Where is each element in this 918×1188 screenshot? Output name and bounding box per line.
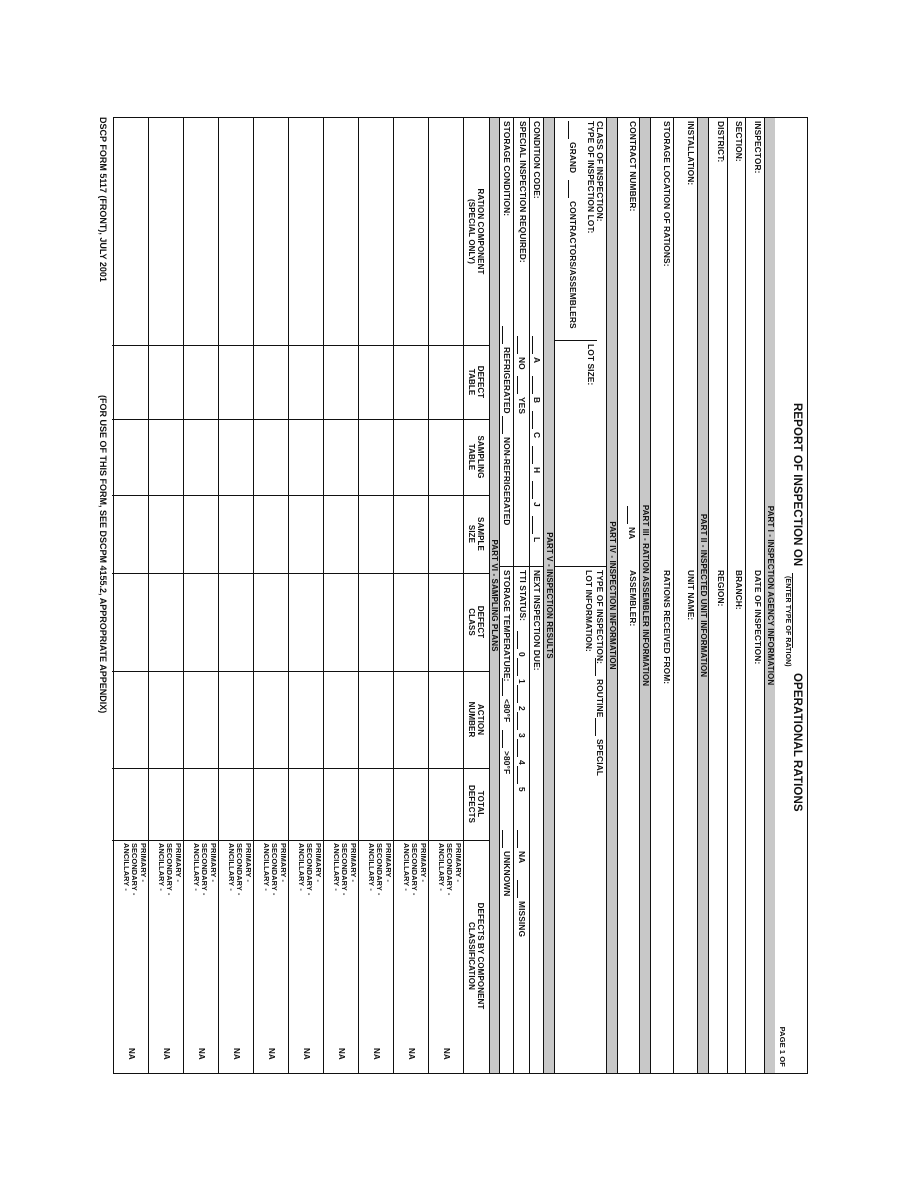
- form-header: [774, 118, 807, 1073]
- assembler-label: ASSEMBLER:: [628, 570, 638, 627]
- ration-type-caption: (ENTER TYPE OF RATION): [784, 576, 791, 667]
- form-title-right: OPERATIONAL RATIONS: [791, 673, 803, 812]
- part6-header: PART VI - SAMPLING PLANS: [489, 118, 499, 1073]
- page-label: PAGE 1 OF: [778, 1026, 787, 1067]
- row-storage-condition: [499, 118, 513, 1073]
- classification-cell: PRIMARY - SECONDARY - ANCILLARY -: [226, 843, 253, 896]
- non-refrigerated-option[interactable]: NON-REFRIGERATED: [502, 437, 512, 526]
- table-row: [183, 118, 218, 1073]
- date-of-inspection-label: DATE OF INSPECTION:: [753, 570, 763, 665]
- tti-3[interactable]: 3: [517, 733, 527, 738]
- storage-condition-label: STORAGE CONDITION:: [502, 121, 512, 217]
- col-action-number: ACTION NUMBER: [467, 701, 485, 738]
- type-of-inspection-label: TYPE OF INSPECTION:: [595, 570, 605, 665]
- row-storage-location: [650, 118, 673, 1073]
- temp-below-80[interactable]: <80°F: [502, 699, 512, 723]
- table-row: [393, 118, 428, 1073]
- lot-size-label: LOT SIZE:: [586, 344, 596, 386]
- storage-temperature-label: STORAGE TEMPERATURE:: [502, 570, 512, 682]
- classification-cell: PRIMARY - SECONDARY - ANCILLARY -: [366, 843, 393, 896]
- condition-c[interactable]: C: [532, 432, 542, 439]
- part3-header: PART III - RATION ASSEMBLER INFORMATION: [639, 118, 650, 1073]
- region-label: REGION:: [716, 570, 726, 607]
- classification-cell: PRIMARY - SECONDARY - ANCILLARY -: [401, 843, 428, 896]
- special-no-option[interactable]: NO: [517, 357, 527, 370]
- tti-1[interactable]: 1: [517, 679, 527, 684]
- branch-label: BRANCH:: [734, 570, 744, 610]
- section-label: SECTION:: [734, 121, 744, 162]
- condition-l[interactable]: L: [532, 537, 542, 543]
- classification-cell: PRIMARY - SECONDARY - ANCILLARY -: [261, 843, 288, 896]
- row-installation: [673, 118, 697, 1073]
- classification-cell: PRIMARY - SECONDARY - ANCILLARY -: [436, 843, 463, 896]
- tti-status-label: TTI STATUS:: [518, 570, 528, 622]
- row-na: NA: [232, 1048, 241, 1060]
- type-of-inspection-lot-label: TYPE OF INSPECTION LOT:: [586, 121, 596, 234]
- table-row: [148, 118, 183, 1073]
- part2-header: PART II - INSPECTED UNIT INFORMATION: [697, 118, 708, 1073]
- classification-cell: PRIMARY - SECONDARY - ANCILLARY -: [296, 843, 323, 896]
- part1-header: PART I - INSPECTION AGENCY INFORMATION: [764, 118, 775, 1073]
- row-inspection-info: [554, 118, 606, 1073]
- table-row: [288, 118, 323, 1073]
- row-na: NA: [442, 1048, 451, 1060]
- inspection-form: [113, 117, 808, 1074]
- row-na: NA: [372, 1048, 381, 1060]
- table-header-row: [463, 118, 489, 1073]
- table-row: [358, 118, 393, 1073]
- classification-cell: PRIMARY - SECONDARY - ANCILLARY -: [331, 843, 358, 896]
- tti-0[interactable]: 0: [517, 652, 527, 657]
- refrigerated-option[interactable]: REFRIGERATED: [502, 347, 512, 414]
- col-sampling-table: SAMPLING TABLE: [467, 435, 485, 479]
- tti-4[interactable]: 4: [517, 760, 527, 765]
- condition-h[interactable]: H: [532, 467, 542, 474]
- special-inspection-required-label: SPECIAL INSPECTION REQUIRED:: [518, 121, 528, 263]
- unit-name-label: UNIT NAME:: [686, 570, 696, 621]
- row-na: NA: [127, 1048, 136, 1060]
- row-condition-code: [529, 118, 543, 1073]
- col-defect-table: DEFECT TABLE: [467, 365, 485, 399]
- district-label: DISTRICT:: [716, 121, 726, 163]
- lot-information-label: LOT INFORMATION:: [584, 570, 594, 652]
- form-title-left: REPORT OF INSPECTION ON: [791, 403, 803, 567]
- temp-above-80[interactable]: >80°F: [502, 751, 512, 775]
- condition-a[interactable]: A: [532, 357, 542, 364]
- contract-na-option[interactable]: NA: [627, 527, 637, 540]
- col-sample-size: SAMPLE SIZE: [467, 517, 485, 551]
- row-contract: [617, 118, 639, 1073]
- table-row: [218, 118, 253, 1073]
- rations-received-label: RATIONS RECEIVED FROM:: [662, 570, 672, 685]
- storage-location-label: STORAGE LOCATION OF RATIONS:: [662, 121, 672, 267]
- table-row: [428, 118, 463, 1073]
- condition-b[interactable]: B: [532, 397, 542, 404]
- row-na: NA: [407, 1048, 416, 1060]
- table-row: [253, 118, 288, 1073]
- tti-5[interactable]: 5: [517, 787, 527, 792]
- sampling-plans-table: [112, 118, 489, 1073]
- special-yes-option[interactable]: YES: [517, 397, 527, 415]
- form-footer-left: DSCP FORM 5117 (FRONT), JULY 2001: [98, 117, 108, 282]
- row-na: NA: [337, 1048, 346, 1060]
- col-defect-class: DEFECT CLASS: [467, 605, 485, 639]
- col-total-defects: TOTAL DEFECTS: [467, 784, 485, 824]
- installation-label: INSTALLATION:: [686, 121, 696, 186]
- grand-option[interactable]: GRAND: [568, 142, 578, 174]
- condition-code-label: CONDITION CODE:: [532, 121, 542, 199]
- contract-number-label: CONTRACT NUMBER:: [628, 121, 638, 212]
- row-na: NA: [197, 1048, 206, 1060]
- condition-j[interactable]: J: [532, 502, 542, 507]
- inspector-label: INSPECTOR:: [753, 121, 763, 174]
- contractors-assemblers-option[interactable]: CONTRACTORS/ASSEMBLERS: [568, 201, 578, 329]
- next-inspection-due-label: NEXT INSPECTION DUE:: [532, 570, 542, 671]
- tti-na[interactable]: NA: [517, 851, 527, 864]
- row-na: NA: [302, 1048, 311, 1060]
- part5-header: PART V - INSPECTION RESULTS: [543, 118, 554, 1073]
- row-na: NA: [162, 1048, 171, 1060]
- part4-header: PART IV - INSPECTION INFORMATION: [606, 118, 617, 1073]
- row-section: [727, 118, 745, 1073]
- form-footer-right: (FOR USE OF THIS FORM, SEE DSCPM 4155.2, APPROPRIATE APPENDIX): [98, 395, 108, 714]
- table-row: [323, 118, 358, 1073]
- col-ration-component: RATION COMPONENT (SPECIAL ONLY): [467, 188, 485, 275]
- tti-missing[interactable]: MISSING: [517, 901, 527, 938]
- class-of-inspection-label: CLASS OF INSPECTION:: [595, 121, 605, 222]
- row-inspector: [745, 118, 764, 1073]
- routine-option[interactable]: ROUTINE: [595, 679, 605, 718]
- classification-cell: PRIMARY - SECONDARY - ANCILLARY -: [121, 843, 148, 896]
- classification-cell: PRIMARY - SECONDARY - ANCILLARY -: [156, 843, 183, 896]
- tti-2[interactable]: 2: [517, 706, 527, 711]
- special-option[interactable]: SPECIAL: [595, 739, 605, 776]
- row-na: NA: [267, 1048, 276, 1060]
- row-special-inspection: [513, 118, 529, 1073]
- row-district: [708, 118, 727, 1073]
- classification-cell: PRIMARY - SECONDARY - ANCILLARY -: [191, 843, 218, 896]
- col-defects-by-component: DEFECTS BY COMPONENT CLASSIFICATION: [467, 902, 485, 1010]
- table-row: [113, 118, 148, 1073]
- temp-unknown[interactable]: UNKNOWN: [502, 851, 512, 897]
